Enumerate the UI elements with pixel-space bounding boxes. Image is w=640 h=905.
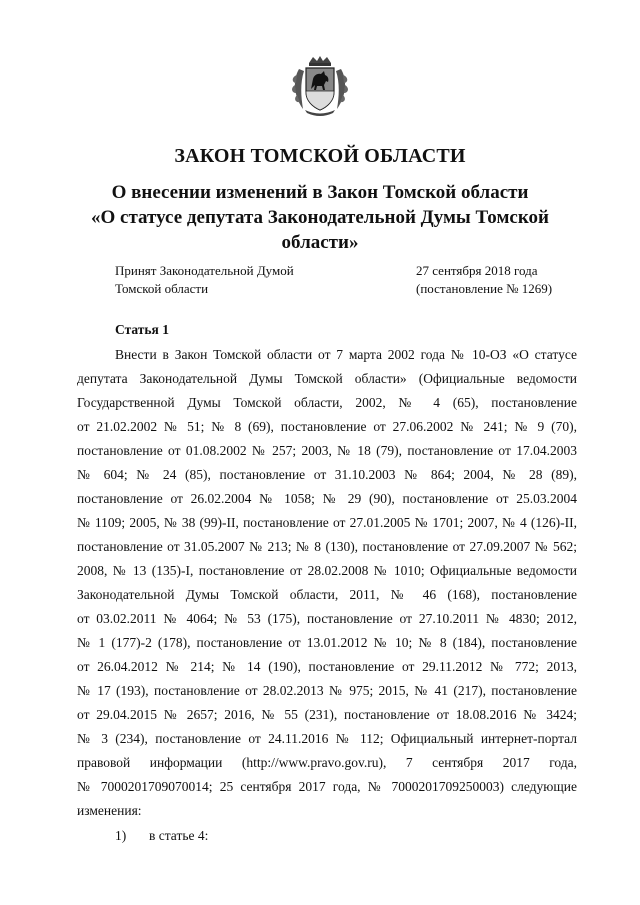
subtitle-line: области» bbox=[281, 232, 359, 253]
body-line: № 7000201709070014; 25 сентября 2017 года, № 7000201709250003) следующие bbox=[77, 779, 577, 794]
list-item bbox=[115, 828, 208, 844]
body-line: № 604; № 24 (85), постановление от 31.10.2003 № 864; 2004, № 28 (89), bbox=[77, 467, 577, 482]
adopted-by-line: Томской области bbox=[115, 281, 209, 296]
coat-of-arms-icon bbox=[291, 55, 349, 117]
body-line: № 17 (193), постановление от 28.02.2013 № 975; 2015, № 41 (217), постановление bbox=[77, 683, 577, 698]
adopted-by-line: Принят Законодательной Думой bbox=[115, 263, 294, 278]
body-line: постановление от 31.05.2007 № 213; № 8 (130), постановление от 27.09.2007 № 562; bbox=[77, 539, 577, 554]
article-heading: Статья 1 bbox=[115, 322, 169, 337]
body-line: изменения: bbox=[77, 803, 142, 818]
body-line: от 26.04.2012 № 214; № 14 (190), постановление от 29.11.2012 № 772; 2013, bbox=[77, 659, 577, 674]
resolution-number: (постановление № 1269) bbox=[416, 281, 553, 296]
body-line: № 3 (234), постановление от 24.11.2016 № 112; Официальный интернет-портал bbox=[77, 731, 577, 746]
article-body bbox=[77, 343, 577, 823]
body-line: Законодательной Думы Томской области, 2011, № 46 (168), постановление bbox=[77, 587, 577, 602]
body-line: 2008, № 13 (135)-I, постановление от 28.02.2008 № 1010; Официальные ведомости bbox=[77, 563, 577, 578]
list-item-number: 1) bbox=[115, 828, 127, 843]
adoption-date bbox=[416, 262, 552, 298]
body-line: постановление от 26.02.2004 № 1058; № 29 (90), постановление от 25.03.2004 bbox=[77, 491, 577, 506]
adopted-by bbox=[115, 262, 294, 298]
adoption-date-line: 27 сентября 2018 года bbox=[416, 263, 538, 278]
subtitle-line: «О статусе депутата Законодательной Думы Томской bbox=[91, 207, 549, 228]
body-line: № 1 (177)-2 (178), постановление от 13.01.2012 № 10; № 8 (184), постановление bbox=[77, 635, 577, 650]
list-item-text: в статье 4: bbox=[149, 828, 209, 843]
body-line: от 21.02.2002 № 51; № 8 (69), постановление от 27.06.2002 № 241; № 9 (70), bbox=[77, 419, 577, 434]
body-line: правовой информации (http://www.pravo.gov.ru), 7 сентября 2017 года, bbox=[77, 755, 577, 770]
body-line: Внести в Закон Томской области от 7 марта 2002 года № 10-ОЗ «О статусе bbox=[115, 347, 577, 362]
law-title: ЗАКОН ТОМСКОЙ ОБЛАСТИ bbox=[174, 145, 466, 167]
body-line: от 29.04.2015 № 2657; 2016, № 55 (231), постановление от 18.08.2016 № 3424; bbox=[77, 707, 577, 722]
body-line: Государственной Думы Томской области, 2002, № 4 (65), постановление bbox=[77, 395, 577, 410]
body-line: депутата Законодательной Думы Томской области» (Официальные ведомости bbox=[77, 371, 577, 386]
subtitle-line: О внесении изменений в Закон Томской области bbox=[111, 182, 529, 203]
body-line: № 1109; 2005, № 38 (99)-II, постановление от 27.01.2005 № 1701; 2007, № 4 (126)-II, bbox=[77, 515, 577, 530]
law-subtitle bbox=[60, 180, 580, 255]
body-line: постановление от 01.08.2002 № 257; 2003, № 18 (79), постановление от 17.04.2003 bbox=[77, 443, 577, 458]
body-line: от 03.02.2011 № 4064; № 53 (175), постановление от 27.10.2011 № 4830; 2012, bbox=[77, 611, 577, 626]
